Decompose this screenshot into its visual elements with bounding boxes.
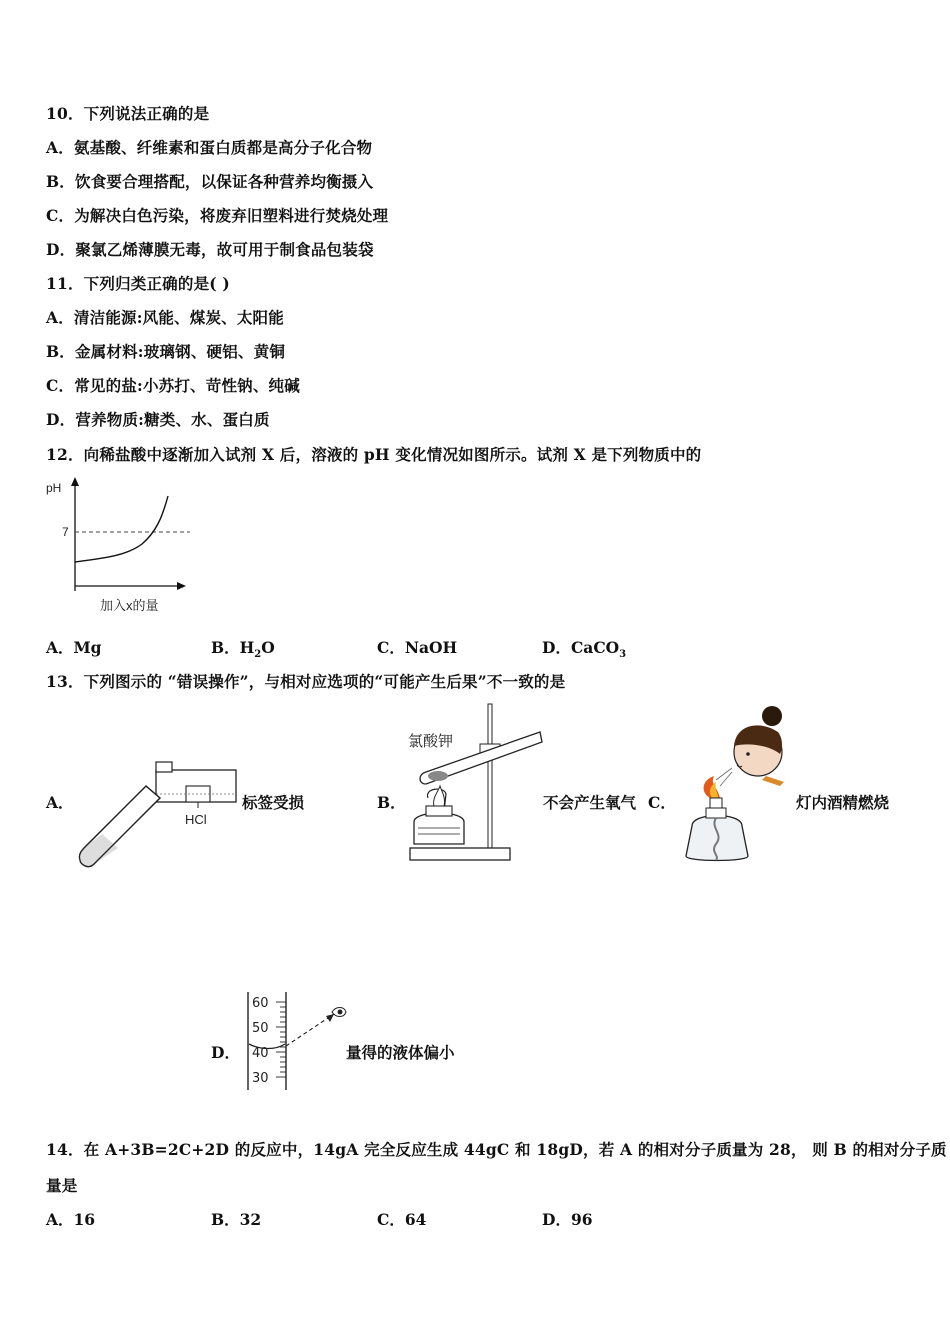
q10-option-d: D．聚氯乙烯薄膜无毒，故可用于制食品包装袋: [46, 240, 374, 259]
q12-option-a: A．Mg: [46, 638, 102, 657]
blowing-out-lamp-image: [680, 702, 792, 866]
q14-option-d: D．96: [542, 1210, 593, 1229]
q12-option-d: D．CaCO$_3$: [542, 638, 627, 661]
q11-option-d: D．营养物质:糖类、水、蛋白质: [46, 410, 270, 429]
q11-stem: 11．下列归类正确的是( ): [46, 274, 230, 293]
q11-option-b: B．金属材料:玻璃钢、硬铝、黄铜: [46, 342, 286, 361]
q13-b-result: 不会产生氧气: [543, 793, 637, 812]
q13-d-letter: D．: [211, 1043, 240, 1062]
tick-50: 50: [252, 1021, 269, 1036]
hcl-label: HCl: [185, 812, 207, 827]
q10-option-a: A．氨基酸、纤维素和蛋白质都是高分子化合物: [46, 138, 373, 157]
q13-c-result: 灯内酒精燃烧: [796, 793, 890, 812]
x-axis-label: 加入x的量: [100, 598, 159, 613]
q14-option-b: B．32: [211, 1210, 262, 1229]
tick-40: 40: [252, 1046, 269, 1061]
q11-option-a: A．清洁能源:风能、煤炭、太阳能: [46, 308, 284, 327]
q12-option-c: C．NaOH: [377, 638, 458, 657]
q11-option-c: C．常见的盐:小苏打、苛性钠、纯碱: [46, 376, 300, 395]
tube-label: 氯酸钾: [408, 732, 454, 750]
graduated-cylinder-image: [240, 990, 348, 1094]
reagent-pouring-image: [74, 756, 244, 872]
q10-option-c: C．为解决白色污染，将废弃旧塑料进行焚烧处理: [46, 206, 389, 225]
q10-stem: 10．下列说法正确的是: [46, 104, 210, 123]
heating-setup-image: [404, 702, 544, 864]
q13-a-result: 标签受损: [242, 793, 305, 812]
q13-b-letter: B．: [377, 793, 406, 812]
q14-option-c: C．64: [377, 1210, 427, 1229]
q12-option-b: B．$H_2O$: [211, 638, 275, 661]
tick-30: 30: [252, 1071, 269, 1086]
q13-d-result: 量得的液体偏小: [346, 1043, 455, 1062]
q12-stem: 12．向稀盐酸中逐渐加入试剂 X 后，溶液的 pH 变化情况如图所示。试剂 X 是下列物质中的: [46, 445, 702, 464]
ph-tick-7: 7: [62, 525, 69, 539]
q10-option-b: B．饮食要合理搭配，以保证各种营养均衡摄入: [46, 172, 374, 191]
q14-stem-line1: 14．在 A+3B=2C+2D 的反应中，14gA 完全反应生成 44gC 和 18gD，若 A 的相对分子质量为 28， 则 B 的相对分子质: [46, 1140, 947, 1159]
ph-axis-label: pH: [46, 481, 62, 495]
ph-graph: [44, 474, 204, 616]
q13-stem: 13．下列图示的 “错误操作”，与相对应选项的“可能产生后果”不一致的是: [46, 672, 566, 691]
q14-option-a: A．16: [46, 1210, 96, 1229]
q13-c-letter: C．: [648, 793, 676, 812]
q14-stem-line2: 量是: [46, 1176, 78, 1195]
q13-a-letter: A．: [46, 793, 74, 812]
tick-60: 60: [252, 996, 269, 1011]
